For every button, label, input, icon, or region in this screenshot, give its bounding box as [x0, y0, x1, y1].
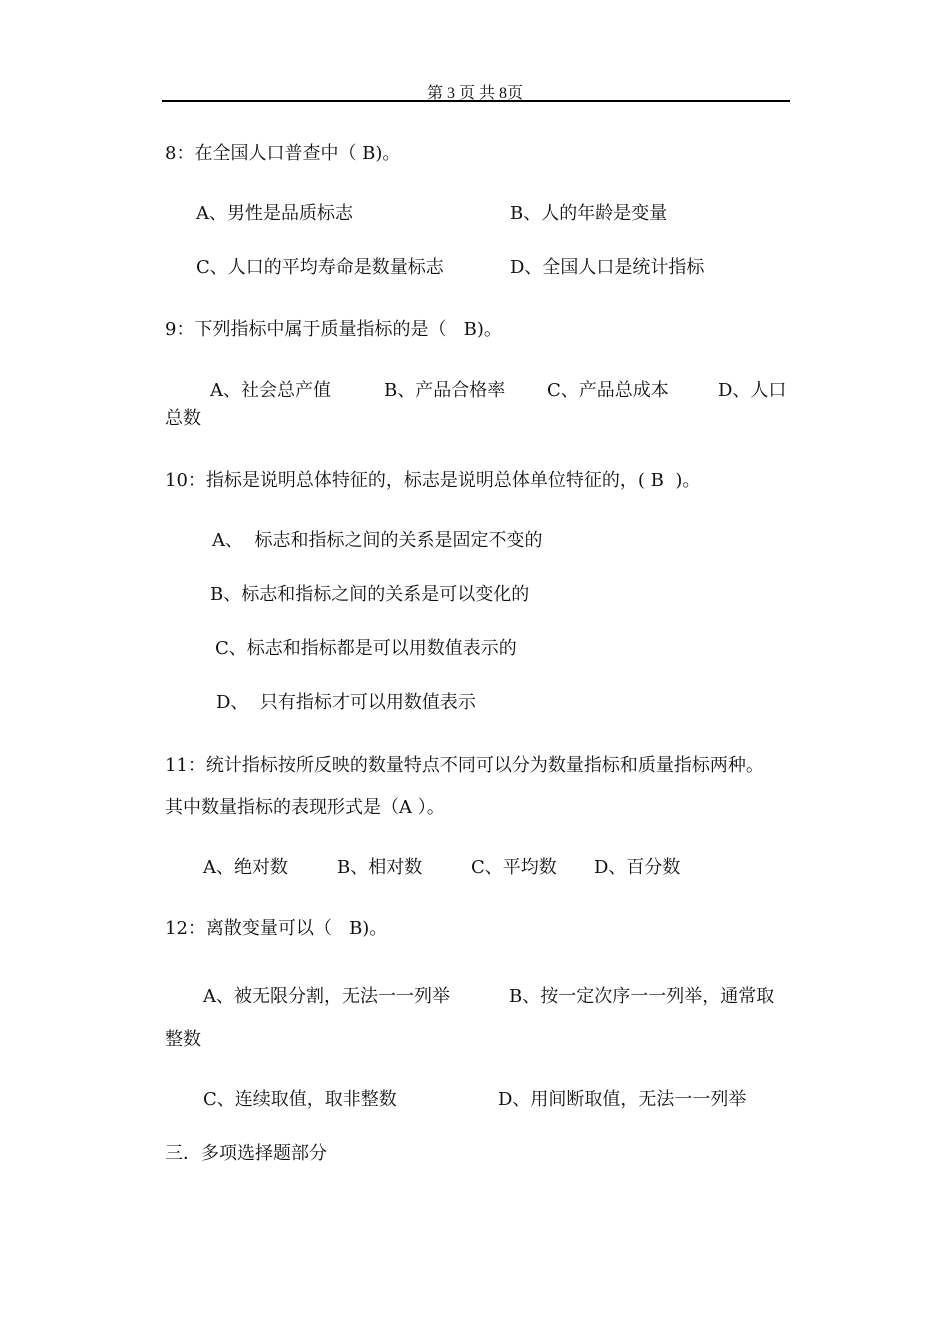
option-11d: D、百分数 [594, 857, 681, 878]
question-12: 12：离散变量可以（ B)。 [165, 918, 388, 939]
option-10a: A、 标志和指标之间的关系是固定不变的 [212, 530, 543, 551]
option-8a: A、男性是品质标志 [196, 203, 353, 224]
question-9: 9：下列指标中属于质量指标的是（ B)。 [165, 319, 502, 340]
question-11: 11：统计指标按所反映的数量特点不同可以分为数量指标和质量指标两种。 [165, 755, 764, 776]
option-12a: A、被无限分割，无法一一列举 [203, 986, 450, 1007]
option-11a: A、绝对数 [203, 857, 288, 878]
option-9d: D、人口 [718, 380, 787, 401]
option-9b: B、产品合格率 [384, 380, 506, 401]
option-8c: C、人口的平均寿命是数量标志 [196, 257, 444, 278]
option-9d-continued: 总数 [165, 408, 201, 429]
option-12d: D、用间断取值，无法一一列举 [498, 1089, 747, 1110]
option-10d: D、 只有指标才可以用数值表示 [216, 692, 476, 713]
option-12b: B、按一定次序一一列举，通常取 [509, 986, 775, 1007]
question-11-continued: 其中数量指标的表现形式是（A ）。 [165, 797, 445, 818]
option-10b: B、标志和指标之间的关系是可以变化的 [210, 584, 530, 605]
option-11c: C、平均数 [471, 857, 557, 878]
option-12c: C、连续取值，取非整数 [203, 1089, 397, 1110]
option-8d: D、全国人口是统计指标 [510, 257, 705, 278]
header-rule [162, 100, 790, 102]
option-9a: A、社会总产值 [210, 380, 331, 401]
question-10: 10：指标是说明总体特征的，标志是说明总体单位特征的，( B )。 [165, 470, 701, 491]
option-9c: C、产品总成本 [547, 380, 669, 401]
page-header: 第 3 页 共 8页 [426, 85, 523, 102]
option-12b-continued: 整数 [165, 1029, 201, 1050]
option-10c: C、标志和指标都是可以用数值表示的 [215, 638, 517, 659]
option-8b: B、人的年龄是变量 [510, 203, 668, 224]
section-heading-multiple-choice: 三．多项选择题部分 [165, 1143, 327, 1164]
question-8: 8：在全国人口普查中（ B)。 [165, 143, 401, 164]
option-11b: B、相对数 [337, 857, 423, 878]
